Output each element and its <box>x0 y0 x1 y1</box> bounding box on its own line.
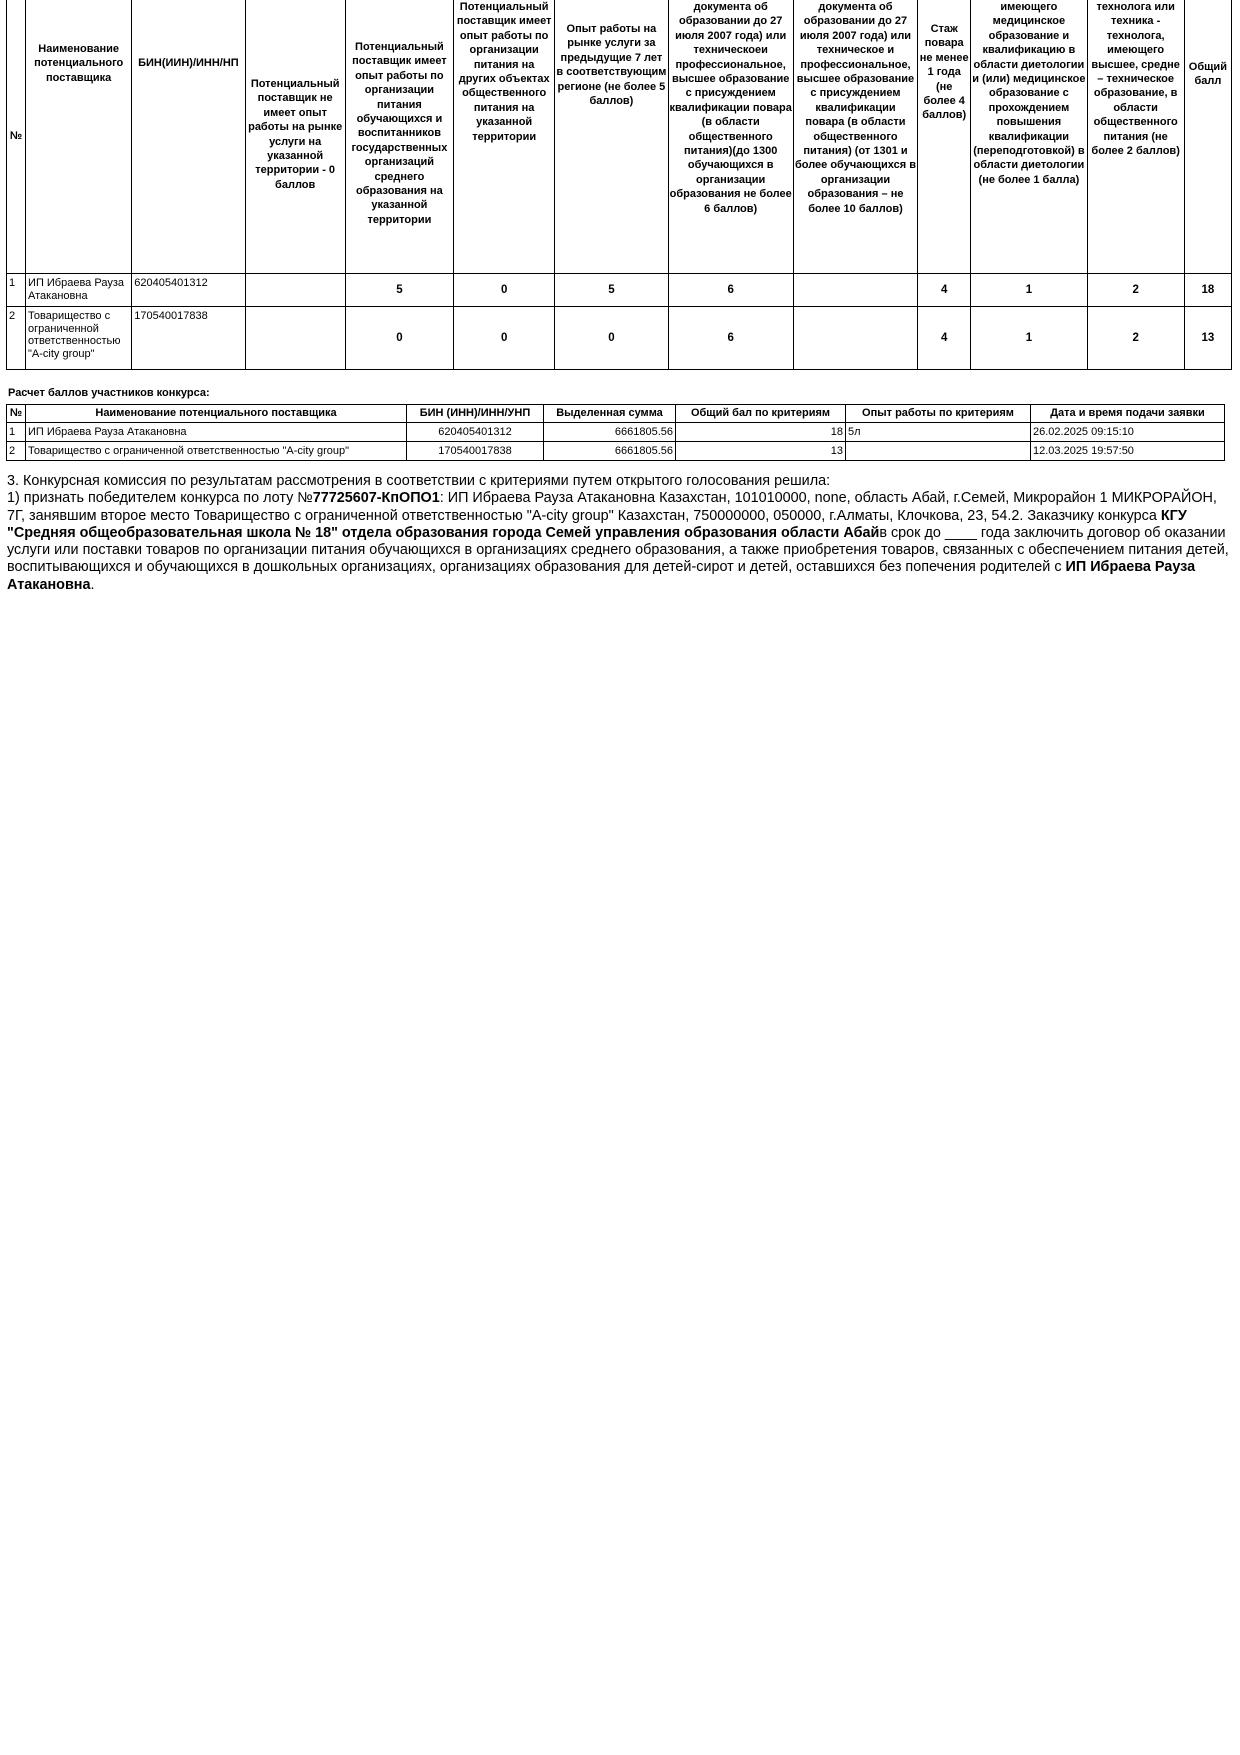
decision-intro: 3. Конкурсная комиссия по результатам рассмотрения в соответствии с критериями путем открытого голосования решила: <box>7 473 831 489</box>
header-no: № <box>7 0 26 274</box>
cell-technologist: 2 <box>1087 307 1184 370</box>
cell-cook-experience: 4 <box>918 307 971 370</box>
decision-paragraph <box>7 490 1233 594</box>
cell-experience: 5л <box>846 423 1031 442</box>
header-technologist: технолога или техника - технолога, имеющего высшее, средне – техническое образование, в области общественного питания (не более 2 баллов) <box>1087 0 1184 274</box>
header-submission-date: Дата и время подачи заявки <box>1031 405 1225 423</box>
cell-experience-other: 0 <box>454 307 555 370</box>
header-cooks-upto1300: документа об образовании до 27 июля 2007 года) или техническоеи профессиональное, высшее образование с присуждением квалификации повара (в области общественного питания)(до 1300 обучающихся в организации образования не более 6 баллов) <box>668 0 793 274</box>
header-experience-7years: Опыт работы на рынке услуги за предыдущие 7 лет в соответствующим регионе (не более 5 баллов) <box>555 0 668 274</box>
cell-cooks-from1301 <box>793 274 917 307</box>
cell-cooks-upto1300: 6 <box>668 274 793 307</box>
decision-text-start: 1) признать победителем конкурса по лоту № <box>7 490 313 507</box>
criteria-row <box>7 274 1232 307</box>
header-supplier-name: Наименование потенциального поставщика <box>26 0 132 274</box>
cell-experience <box>846 442 1031 461</box>
cell-bin: 620405401312 <box>132 274 245 307</box>
cell-total: 13 <box>1184 307 1231 370</box>
header-experience-other: Потенциальный поставщик имеет опыт работы по организации питания на других объектах общественного питания на указанной территории <box>454 0 555 274</box>
header-total: Общий балл <box>1184 0 1231 274</box>
cell-experience-schools: 5 <box>345 274 453 307</box>
cell-total-score: 18 <box>676 423 846 442</box>
criteria-header-row <box>7 0 1232 274</box>
scores-row <box>7 423 1225 442</box>
cell-no: 1 <box>7 274 26 307</box>
cell-no: 2 <box>7 442 26 461</box>
header-amount: Выделенная сумма <box>544 405 676 423</box>
cell-supplier-name: Товарищество с ограниченной ответственностью "A-city group" <box>26 307 132 370</box>
scores-row <box>7 442 1225 461</box>
cell-supplier-name: ИП Ибраева Рауза Атакановна <box>26 274 132 307</box>
cell-experience-7years: 0 <box>555 307 668 370</box>
cell-cook-experience: 4 <box>918 274 971 307</box>
decision-text-end: . <box>90 576 95 593</box>
cell-submission-date: 12.03.2025 19:57:50 <box>1031 442 1225 461</box>
cell-submission-date: 26.02.2025 09:15:10 <box>1031 423 1225 442</box>
cell-bin: 170540017838 <box>132 307 245 370</box>
header-cooks-from1301: документа об образовании до 27 июля 2007 года) или техническое и профессиональное, высшее образование с присуждением квалификации повара (в области общественного питания) (от 1301 и более обучающихся в организации образования – не более 10 баллов) <box>793 0 917 274</box>
cell-dietology: 1 <box>971 307 1087 370</box>
cell-technologist: 2 <box>1087 274 1184 307</box>
cell-cooks-upto1300: 6 <box>668 307 793 370</box>
scores-caption: Расчет баллов участников конкурса: <box>8 387 210 399</box>
header-bin: БИН(ИИН)/ИНН/НП <box>132 0 245 274</box>
cell-total-score: 13 <box>676 442 846 461</box>
header-no-experience: Потенциальный поставщик не имеет опыт работы на рынке услуги на указанной территории - 0 баллов <box>245 0 345 274</box>
cell-bin: 620405401312 <box>407 423 544 442</box>
header-dietology: имеющего медицинское образование и квалификацию в области диетологии и (или) медицинское образование с прохождением повышения квалификации (переподготовкой) в области диетологии (не более 1 балла) <box>971 0 1087 274</box>
header-supplier-name: Наименование потенциального поставщика <box>26 405 407 423</box>
lot-number: 77725607-КпОПО1 <box>312 490 440 507</box>
decision-contract-terms: в срок до ____ года заключить договор об оказании услуги или поставки товаров по организации питания обучающихся в организациях среднего образования, а также приобретения товаров, связанных с обеспечением питания детей, воспитывающихся и обучающихся в дошкольных организациях, организациях образования для детей-сирот и детей, оставшихся без попечения родителей с <box>7 524 1229 576</box>
commission-decision <box>7 473 1233 594</box>
cell-dietology: 1 <box>971 274 1087 307</box>
cell-no: 2 <box>7 307 26 370</box>
winner-name: ИП Ибраева Рауза Атакановна <box>7 559 1196 593</box>
cell-supplier-name: ИП Ибраева Рауза Атакановна <box>26 423 407 442</box>
document-page <box>6 0 1234 594</box>
decision-winner-details: : ИП Ибраева Рауза Атакановна Казахстан, 101010000, none, область Абай, г.Семей, Микрорайон 1 МИКРОРАЙОН, 7Г, занявшим второе место Товарищество с ограниченной ответственностью "A-city group" Казахстан, 750000000, 050000, г.Алматы, Клочкова, 23, 54.2. Заказчику конкурса <box>7 490 1217 524</box>
header-total-score: Общий бал по критериям <box>676 405 846 423</box>
cell-experience-schools: 0 <box>345 307 453 370</box>
customer-name: КГУ "Средняя общеобразовательная школа № 18" отдела образования города Семей управления образования области Абай <box>7 507 1187 541</box>
cell-bin: 170540017838 <box>407 442 544 461</box>
scores-table <box>6 404 1225 461</box>
cell-supplier-name: Товарищество с ограниченной ответственностью "A-city group" <box>26 442 407 461</box>
cell-no: 1 <box>7 423 26 442</box>
cell-no-experience <box>245 274 345 307</box>
cell-no-experience <box>245 307 345 370</box>
scores-header-row <box>7 405 1225 423</box>
cell-experience-7years: 5 <box>555 274 668 307</box>
criteria-table <box>6 0 1232 370</box>
criteria-row <box>7 307 1232 370</box>
header-cook-experience: Стаж повара не менее 1 года (не более 4 баллов) <box>918 0 971 274</box>
header-experience: Опыт работы по критериям <box>846 405 1031 423</box>
header-experience-schools: Потенциальный поставщик имеет опыт работы по организации питания обучающихся и воспитанников государственных организаций среднего образования на указанной территории <box>345 0 453 274</box>
cell-amount: 6661805.56 <box>544 442 676 461</box>
cell-amount: 6661805.56 <box>544 423 676 442</box>
cell-total: 18 <box>1184 274 1231 307</box>
header-bin: БИН (ИНН)/ИНН/УНП <box>407 405 544 423</box>
cell-cooks-from1301 <box>793 307 917 370</box>
cell-experience-other: 0 <box>454 274 555 307</box>
header-no: № <box>7 405 26 423</box>
